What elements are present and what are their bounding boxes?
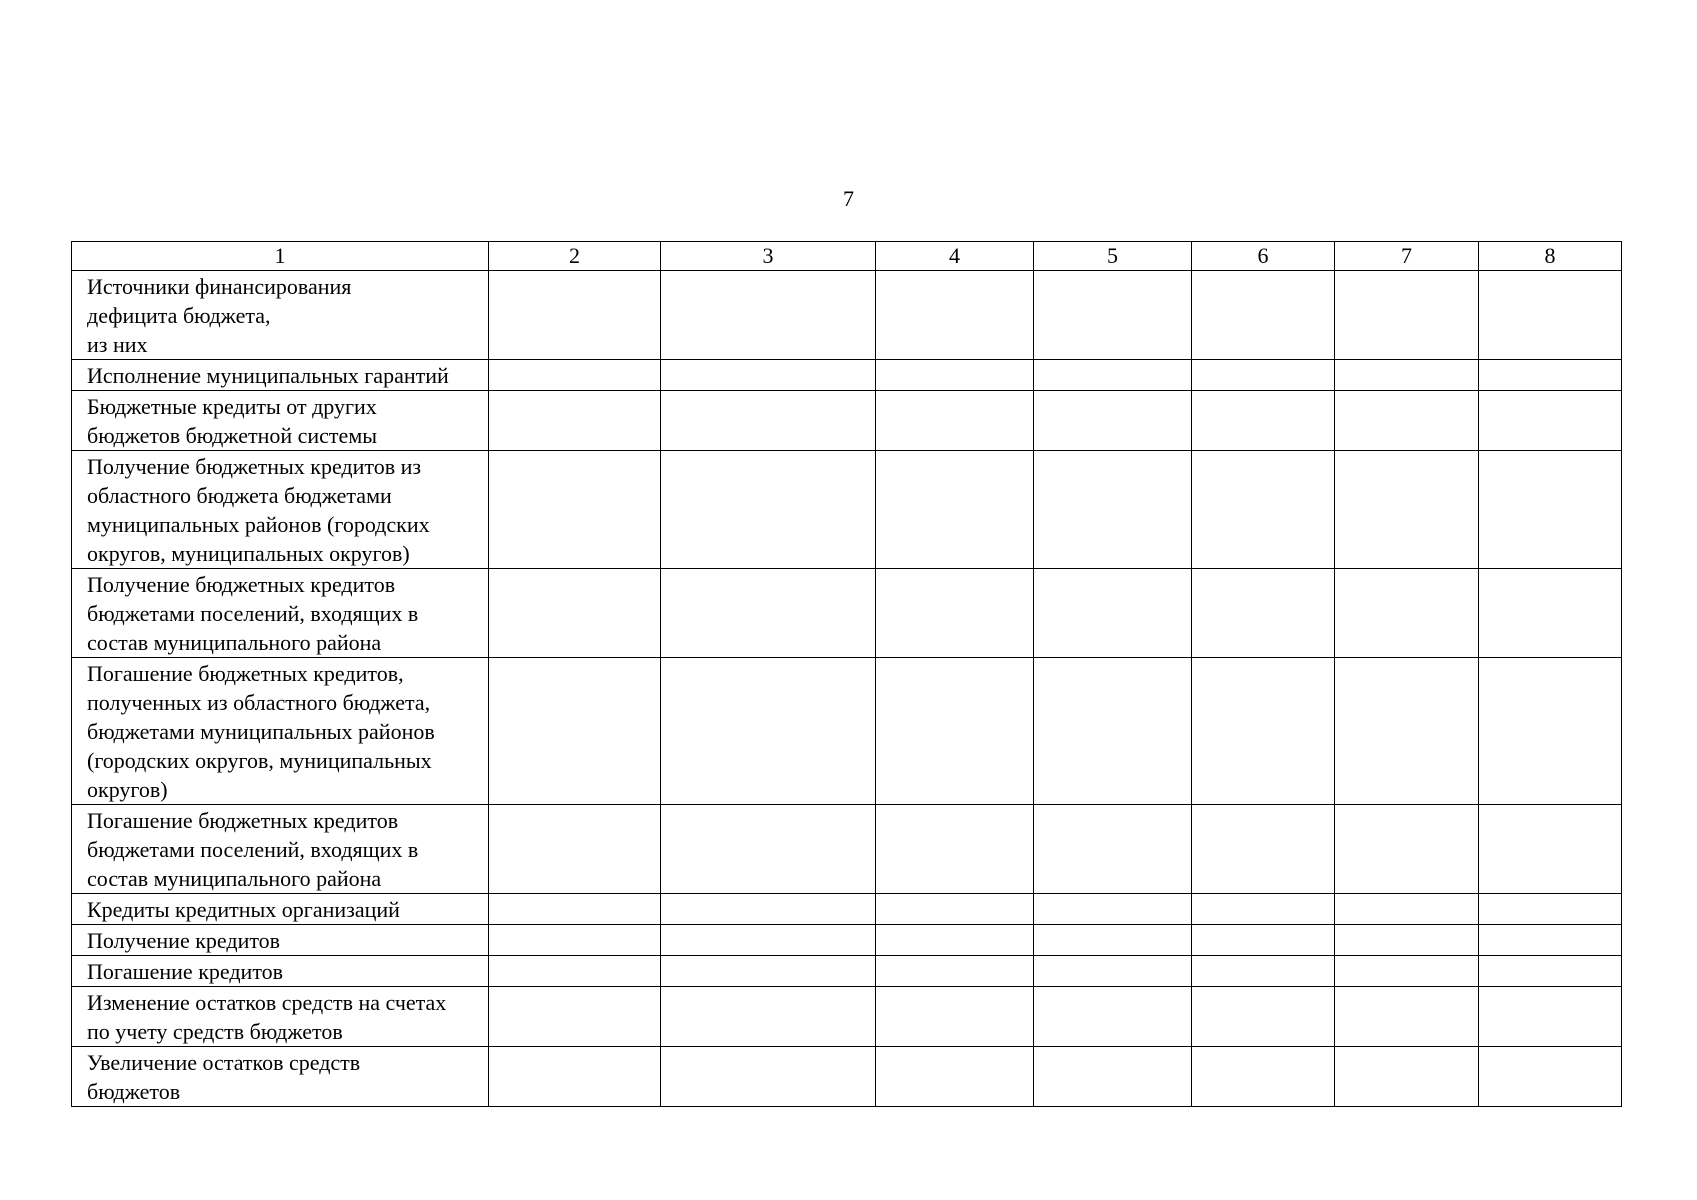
value-cell — [489, 391, 661, 451]
value-cell — [1479, 391, 1622, 451]
value-cell — [876, 805, 1034, 894]
table-row — [72, 805, 1622, 894]
value-cell — [876, 925, 1034, 956]
value-cell — [1192, 658, 1335, 805]
value-cell — [876, 956, 1034, 987]
value-cell — [1192, 271, 1335, 360]
value-cell — [1479, 956, 1622, 987]
value-cell — [489, 956, 661, 987]
value-cell — [1335, 925, 1479, 956]
row-label: Увеличение остатков средств бюджетов — [72, 1047, 489, 1107]
value-cell — [1034, 271, 1192, 360]
value-cell — [1034, 658, 1192, 805]
column-header: 3 — [661, 242, 876, 271]
value-cell — [876, 360, 1034, 391]
value-cell — [1192, 451, 1335, 569]
value-cell — [1479, 360, 1622, 391]
value-cell — [1479, 569, 1622, 658]
value-cell — [489, 360, 661, 391]
value-cell — [661, 451, 876, 569]
value-cell — [876, 391, 1034, 451]
value-cell — [489, 987, 661, 1047]
row-label: Погашение бюджетных кредитов, полученных из областного бюджета, бюджетами муниципальных районов (городских округов, муниципальных округов) — [72, 658, 489, 805]
page-number: 7 — [843, 186, 854, 211]
value-cell — [661, 391, 876, 451]
value-cell — [489, 271, 661, 360]
value-cell — [489, 1047, 661, 1107]
table-row — [72, 271, 1622, 360]
value-cell — [1034, 391, 1192, 451]
row-label: Исполнение муниципальных гарантий — [72, 360, 489, 391]
value-cell — [1335, 569, 1479, 658]
value-cell — [661, 569, 876, 658]
table-row — [72, 360, 1622, 391]
value-cell — [1192, 987, 1335, 1047]
value-cell — [489, 658, 661, 805]
value-cell — [661, 805, 876, 894]
column-header: 7 — [1335, 242, 1479, 271]
value-cell — [1335, 391, 1479, 451]
value-cell — [1192, 360, 1335, 391]
value-cell — [876, 894, 1034, 925]
row-label: Кредиты кредитных организаций — [72, 894, 489, 925]
table-row — [72, 391, 1622, 451]
row-label: Получение бюджетных кредитов бюджетами поселений, входящих в состав муниципального района — [72, 569, 489, 658]
value-cell — [1335, 956, 1479, 987]
value-cell — [1479, 805, 1622, 894]
value-cell — [1335, 894, 1479, 925]
value-cell — [661, 987, 876, 1047]
value-cell — [1034, 360, 1192, 391]
value-cell — [876, 271, 1034, 360]
value-cell — [1034, 925, 1192, 956]
column-header: 2 — [489, 242, 661, 271]
value-cell — [661, 658, 876, 805]
value-cell — [661, 271, 876, 360]
value-cell — [1034, 956, 1192, 987]
value-cell — [1192, 925, 1335, 956]
header-row — [72, 242, 1622, 271]
row-label: Получение кредитов — [72, 925, 489, 956]
table-row — [72, 658, 1622, 805]
value-cell — [1479, 925, 1622, 956]
value-cell — [1192, 1047, 1335, 1107]
row-label: Получение бюджетных кредитов из областного бюджета бюджетами муниципальных районов (городских округов, муниципальных округов) — [72, 451, 489, 569]
value-cell — [1192, 569, 1335, 658]
value-cell — [1479, 1047, 1622, 1107]
table-row — [72, 925, 1622, 956]
value-cell — [489, 569, 661, 658]
value-cell — [1335, 271, 1479, 360]
value-cell — [489, 925, 661, 956]
value-cell — [661, 925, 876, 956]
value-cell — [661, 894, 876, 925]
column-header: 5 — [1034, 242, 1192, 271]
value-cell — [1335, 805, 1479, 894]
value-cell — [1479, 894, 1622, 925]
value-cell — [1034, 894, 1192, 925]
value-cell — [1034, 451, 1192, 569]
value-cell — [876, 1047, 1034, 1107]
column-header: 8 — [1479, 242, 1622, 271]
value-cell — [1034, 805, 1192, 894]
column-header: 4 — [876, 242, 1034, 271]
value-cell — [876, 569, 1034, 658]
value-cell — [1335, 360, 1479, 391]
row-label: Бюджетные кредиты от других бюджетов бюджетной системы — [72, 391, 489, 451]
value-cell — [489, 894, 661, 925]
value-cell — [1335, 658, 1479, 805]
value-cell — [876, 987, 1034, 1047]
value-cell — [1034, 569, 1192, 658]
value-cell — [1034, 1047, 1192, 1107]
value-cell — [661, 956, 876, 987]
value-cell — [1479, 271, 1622, 360]
value-cell — [1479, 658, 1622, 805]
table-row — [72, 894, 1622, 925]
value-cell — [1192, 805, 1335, 894]
value-cell — [876, 451, 1034, 569]
value-cell — [1479, 451, 1622, 569]
value-cell — [661, 360, 876, 391]
row-label: Погашение бюджетных кредитов бюджетами поселений, входящих в состав муниципального района — [72, 805, 489, 894]
value-cell — [1034, 987, 1192, 1047]
value-cell — [1192, 391, 1335, 451]
value-cell — [1335, 451, 1479, 569]
value-cell — [661, 1047, 876, 1107]
value-cell — [876, 658, 1034, 805]
row-label: Погашение кредитов — [72, 956, 489, 987]
value-cell — [1479, 987, 1622, 1047]
column-header: 6 — [1192, 242, 1335, 271]
row-label: Источники финансирования дефицита бюджета, из них — [72, 271, 489, 360]
value-cell — [1335, 987, 1479, 1047]
table-row — [72, 451, 1622, 569]
value-cell — [1192, 894, 1335, 925]
row-label: Изменение остатков средств на счетах по учету средств бюджетов — [72, 987, 489, 1047]
table-row — [72, 1047, 1622, 1107]
table-row — [72, 569, 1622, 658]
value-cell — [489, 805, 661, 894]
value-cell — [1192, 956, 1335, 987]
table-body — [72, 271, 1622, 1107]
value-cell — [489, 451, 661, 569]
value-cell — [1335, 1047, 1479, 1107]
table-row — [72, 956, 1622, 987]
column-header: 1 — [72, 242, 489, 271]
table-row — [72, 987, 1622, 1047]
budget-sources-table — [71, 241, 1622, 1107]
